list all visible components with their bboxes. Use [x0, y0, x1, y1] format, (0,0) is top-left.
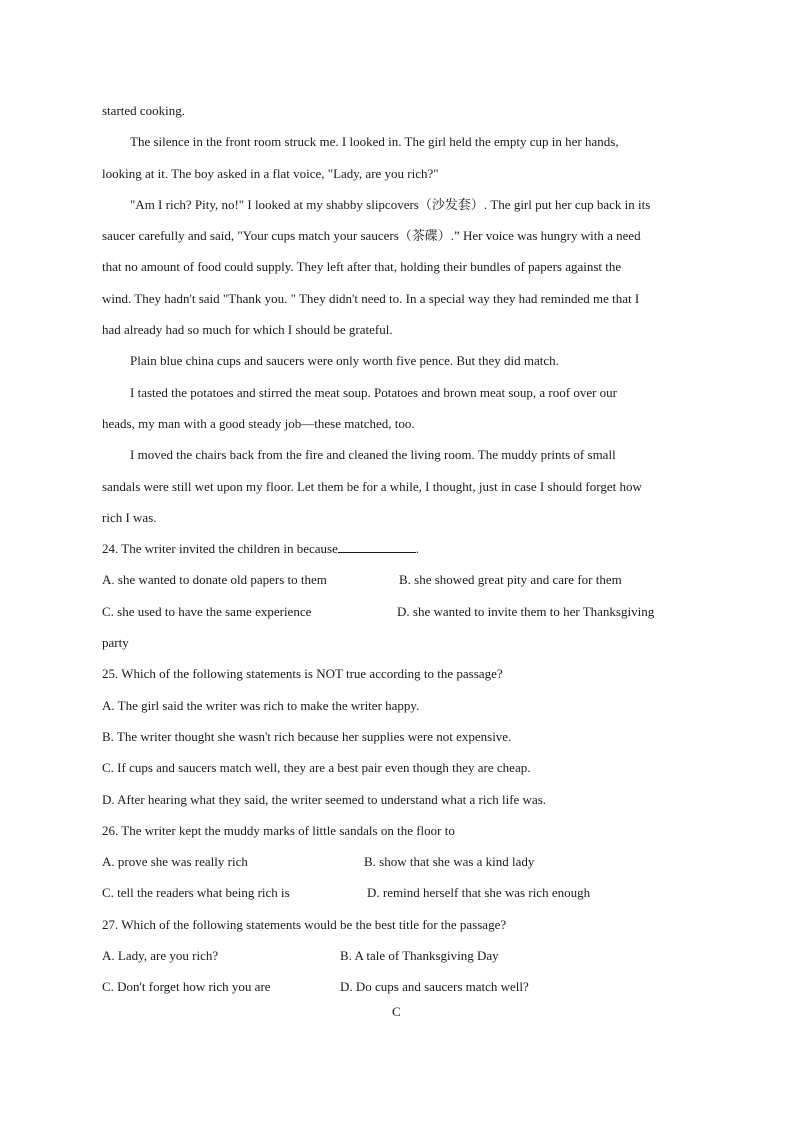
passage-line: wind. They hadn't said "Thank you. " They didn't need to. In a special way they had reminded me that I [102, 290, 640, 306]
option-a: A. Lady, are you rich? [102, 948, 219, 964]
option-d-continued: party [102, 635, 129, 651]
option-d: D. After hearing what they said, the writer seemed to understand what a rich life was. [102, 791, 547, 807]
option-b: B. The writer thought she wasn't rich because her supplies were not expensive. [102, 728, 512, 744]
option-a: A. she wanted to donate old papers to them [102, 572, 327, 588]
option-c: C. she used to have the same experience [102, 603, 312, 619]
passage-line: had already had so much for which I should be grateful. [102, 322, 393, 338]
option-d: D. Do cups and saucers match well? [340, 979, 529, 995]
passage-line: "Am I rich? Pity, no!" I looked at my shabby slipcovers（沙发套）. The girl put her cup back in its [130, 196, 651, 212]
option-a: A. The girl said the writer was rich to make the writer happy. [102, 697, 420, 713]
question-26-stem: 26. The writer kept the muddy marks of little sandals on the floor to [102, 822, 455, 838]
answer-blank [338, 540, 416, 553]
question-25-stem: 25. Which of the following statements is NOT true according to the passage? [102, 666, 503, 682]
question-26-options-row-1 [102, 846, 702, 877]
question-27-options-row-2 [102, 971, 702, 1002]
passage-line: The silence in the front room struck me. I looked in. The girl held the empty cup in her hands, [130, 134, 619, 150]
option-c: C. Don't forget how rich you are [102, 979, 271, 995]
question-24-options-row-2 [102, 596, 702, 627]
page-content [102, 95, 702, 1003]
passage-line: sandals were still wet upon my floor. Let them be for a while, I thought, just in case I should forget how [102, 478, 642, 494]
passage-line: I moved the chairs back from the fire and cleaned the living room. The muddy prints of small [130, 447, 616, 463]
option-d: D. she wanted to invite them to her Thanksgiving [397, 603, 655, 619]
question-24-options-row-1 [102, 564, 702, 595]
question-26-options-row-2 [102, 877, 702, 908]
passage-line: heads, my man with a good steady job—these matched, too. [102, 415, 415, 431]
option-b: B. A tale of Thanksgiving Day [340, 948, 499, 964]
option-d: D. remind herself that she was rich enough [367, 885, 591, 901]
passage-line: looking at it. The boy asked in a flat voice, "Lady, are you rich?" [102, 165, 439, 181]
option-c: C. tell the readers what being rich is [102, 885, 290, 901]
option-b: B. she showed great pity and care for them [399, 572, 622, 588]
option-b: B. show that she was a kind lady [364, 854, 535, 870]
question-stem-text: 24. The writer invited the children in because [102, 541, 338, 557]
passage-line: I tasted the potatoes and stirred the meat soup. Potatoes and brown meat soup, a roof over our [130, 384, 618, 400]
question-27-options-row-1 [102, 940, 702, 971]
passage-line: that no amount of food could supply. They left after that, holding their bundles of papers against the [102, 259, 622, 275]
question-24-stem [102, 533, 702, 564]
stem-end: . [415, 541, 420, 557]
section-letter: C [392, 1004, 401, 1019]
question-27-stem: 27. Which of the following statements would be the best title for the passage? [102, 916, 507, 932]
passage-line: rich I was. [102, 509, 157, 525]
option-a: A. prove she was really rich [102, 854, 248, 870]
passage-line: started cooking. [102, 103, 186, 118]
option-c: C. If cups and saucers match well, they are a best pair even though they are cheap. [102, 760, 531, 776]
passage-line: Plain blue china cups and saucers were only worth five pence. But they did match. [130, 353, 559, 369]
passage-line: saucer carefully and said, "Your cups match your saucers（茶碟）.” Her voice was hungry with a need [102, 228, 641, 244]
